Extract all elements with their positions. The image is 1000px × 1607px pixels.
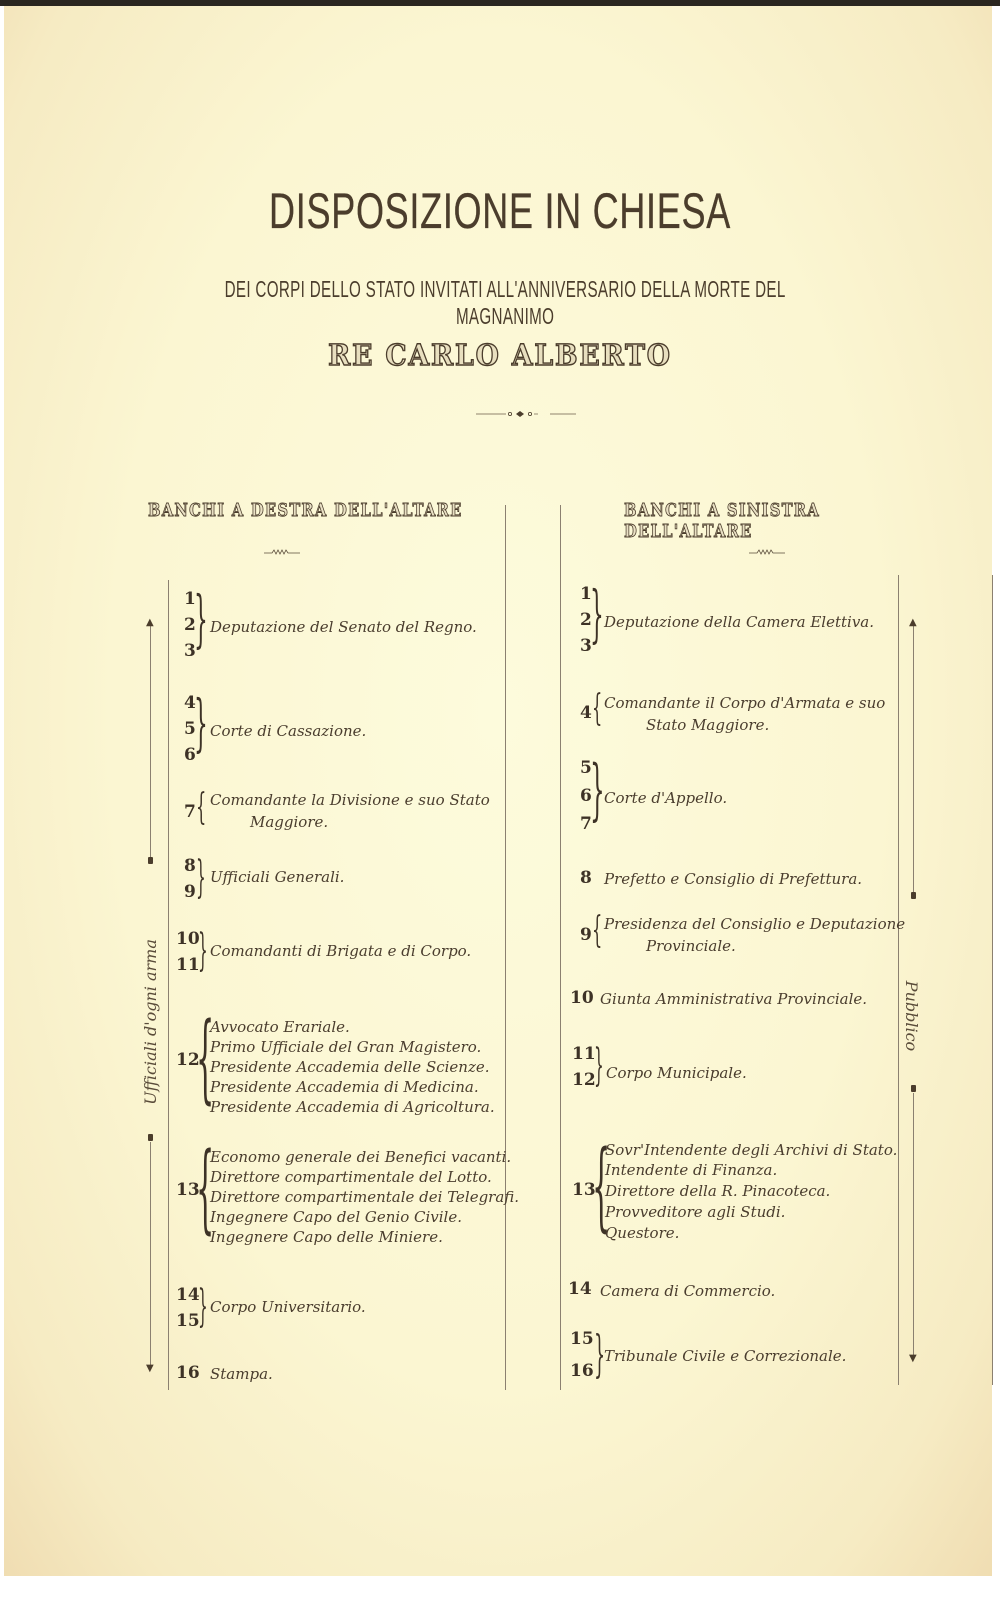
seat-number: 3 (580, 636, 592, 656)
bracket-end-marker-icon (911, 1085, 916, 1092)
entry-text: Deputazione del Senato del Regno. (210, 618, 477, 636)
seat-number: 8 (580, 868, 592, 888)
seat-number: 7 (580, 814, 592, 834)
entry-text: Questore. (605, 1224, 680, 1242)
right-bracket-upper-line (913, 625, 914, 893)
entry-text: Ingegnere Capo delle Miniere. (210, 1228, 443, 1246)
seat-number: 10 (176, 929, 200, 949)
entry-text: Corte di Cassazione. (210, 722, 367, 740)
entry-text: Direttore compartimentale del Lotto. (210, 1168, 492, 1186)
left-bracket-lower-line (150, 1142, 151, 1367)
right-inner-rule (898, 575, 899, 1385)
seat-number: 13 (176, 1180, 200, 1200)
right-outer-rule (992, 575, 993, 1385)
seat-number: 10 (570, 988, 594, 1008)
entry-text: Stato Maggiore. (646, 716, 770, 734)
seat-number: 11 (572, 1044, 596, 1064)
seat-number: 5 (184, 719, 196, 739)
entry-text: Sovr'Intendente degli Archivi di Stato. (605, 1141, 898, 1159)
brace-icon: { (196, 1132, 215, 1244)
brace-icon: } (590, 577, 604, 650)
entry-text: Economo generale dei Benefici vacanti. (210, 1148, 512, 1166)
seat-number: 11 (176, 955, 200, 975)
seat-number: 8 (184, 856, 196, 876)
document-title: DISPOSIZIONE IN CHIESA (269, 183, 731, 239)
brace-icon: { (196, 787, 207, 828)
seat-number: 9 (184, 882, 196, 902)
seat-number: 15 (570, 1329, 594, 1349)
seat-number: 9 (580, 925, 592, 945)
arrow-up-icon: ▲ (146, 617, 154, 628)
brace-icon: } (590, 751, 605, 828)
entry-text: Prefetto e Consiglio di Prefettura. (604, 870, 863, 888)
seat-number: 4 (184, 693, 196, 713)
entry-text: Corte d'Appello. (604, 789, 728, 807)
seat-number: 12 (176, 1050, 200, 1070)
brace-icon: } (198, 925, 208, 976)
seat-number: 1 (184, 589, 196, 609)
seat-number: 1 (580, 584, 592, 604)
squiggle-ornament-icon (749, 548, 785, 556)
right-side-label: Pubblico (902, 980, 921, 1052)
left-inner-rule (168, 580, 169, 1390)
honoree-name: RE CARLO ALBERTO (328, 338, 672, 372)
seat-number: 2 (580, 610, 592, 630)
seat-number: 16 (176, 1363, 200, 1383)
center-rule-right (560, 505, 561, 1390)
seat-number: 2 (184, 615, 196, 635)
entry-text: Camera di Commercio. (600, 1282, 776, 1300)
arrow-down-icon: ▼ (909, 1353, 917, 1364)
entry-text: Giunta Amministrativa Provinciale. (600, 990, 868, 1008)
seat-number: 14 (568, 1279, 592, 1299)
brace-icon: { (196, 1002, 215, 1114)
bracket-end-marker-icon (148, 1134, 153, 1141)
entry-text: Presidenza del Consiglio e Deputazione (604, 915, 906, 933)
entry-text: Ufficiali Generali. (210, 868, 345, 886)
entry-text: Comandante la Divisione e suo Stato (210, 791, 490, 809)
seat-number: 16 (570, 1361, 594, 1381)
entry-text: Stampa. (210, 1365, 273, 1383)
brace-icon: } (194, 686, 208, 759)
right-section-heading: BANCHI A SINISTRA DELL'ALTARE (624, 500, 820, 542)
squiggle-ornament-icon (264, 548, 300, 556)
entry-text: Provveditore agli Studi. (605, 1203, 786, 1221)
arrow-up-icon: ▲ (909, 617, 917, 628)
entry-text: Primo Ufficiale del Gran Magistero. (210, 1038, 482, 1056)
entry-text: Provinciale. (646, 937, 736, 955)
entry-text: Maggiore. (250, 813, 329, 831)
brace-icon: { (592, 910, 603, 951)
seat-number: 15 (176, 1311, 200, 1331)
seat-number: 6 (184, 745, 196, 765)
entry-text: Deputazione della Camera Elettiva. (604, 613, 875, 631)
document-subtitle: DEI CORPI DELLO STATO INVITATI ALL'ANNIVERSARIO DELLA MORTE DEL MAGNANIMO (224, 276, 786, 329)
entry-text: Corpo Municipale. (606, 1064, 747, 1082)
bracket-end-marker-icon (911, 892, 916, 899)
seat-number: 12 (572, 1070, 596, 1090)
entry-text: Corpo Universitario. (210, 1298, 366, 1316)
entry-text: Tribunale Civile e Correzionale. (604, 1347, 847, 1365)
seat-number: 3 (184, 641, 196, 661)
seat-number: 7 (184, 802, 196, 822)
left-side-label: Ufficiali d'ogni arma (141, 939, 160, 1105)
entry-text: Ingegnere Capo del Genio Civile. (210, 1208, 462, 1226)
entry-text: Direttore della R. Pinacoteca. (605, 1182, 831, 1200)
brace-icon: { (592, 688, 603, 729)
seat-number: 4 (580, 703, 592, 723)
brace-icon: } (194, 582, 208, 655)
left-bracket-upper-line (150, 625, 151, 860)
brace-icon: } (594, 1325, 606, 1383)
entry-text: Comandanti di Brigata e di Corpo. (210, 942, 472, 960)
right-bracket-lower-line (913, 1093, 914, 1355)
brace-icon: { (592, 1130, 611, 1242)
entry-text: Comandante il Corpo d'Armata e suo (604, 694, 886, 712)
brace-icon: } (196, 852, 206, 903)
seat-number: 13 (572, 1180, 596, 1200)
entry-text: Avvocato Erariale. (210, 1018, 350, 1036)
seat-number: 14 (176, 1285, 200, 1305)
brace-icon: } (198, 1281, 208, 1332)
paper-sheet (4, 6, 992, 1576)
entry-text: Intendente di Finanza. (605, 1161, 778, 1179)
entry-text: Presidente Accademia di Agricoltura. (210, 1098, 495, 1116)
seat-number: 5 (580, 758, 592, 778)
entry-text: Presidente Accademia di Medicina. (210, 1078, 479, 1096)
entry-text: Presidente Accademia delle Scienze. (210, 1058, 490, 1076)
brace-icon: } (594, 1040, 604, 1091)
bracket-end-marker-icon (148, 857, 153, 864)
entry-text: Direttore compartimentale dei Telegrafi. (210, 1188, 520, 1206)
seat-number: 6 (580, 786, 592, 806)
ornament-divider-icon (476, 408, 576, 420)
arrow-down-icon: ▼ (146, 1363, 154, 1374)
center-rule-left (505, 505, 506, 1390)
left-section-heading: BANCHI A DESTRA DELL'ALTARE (148, 500, 463, 521)
